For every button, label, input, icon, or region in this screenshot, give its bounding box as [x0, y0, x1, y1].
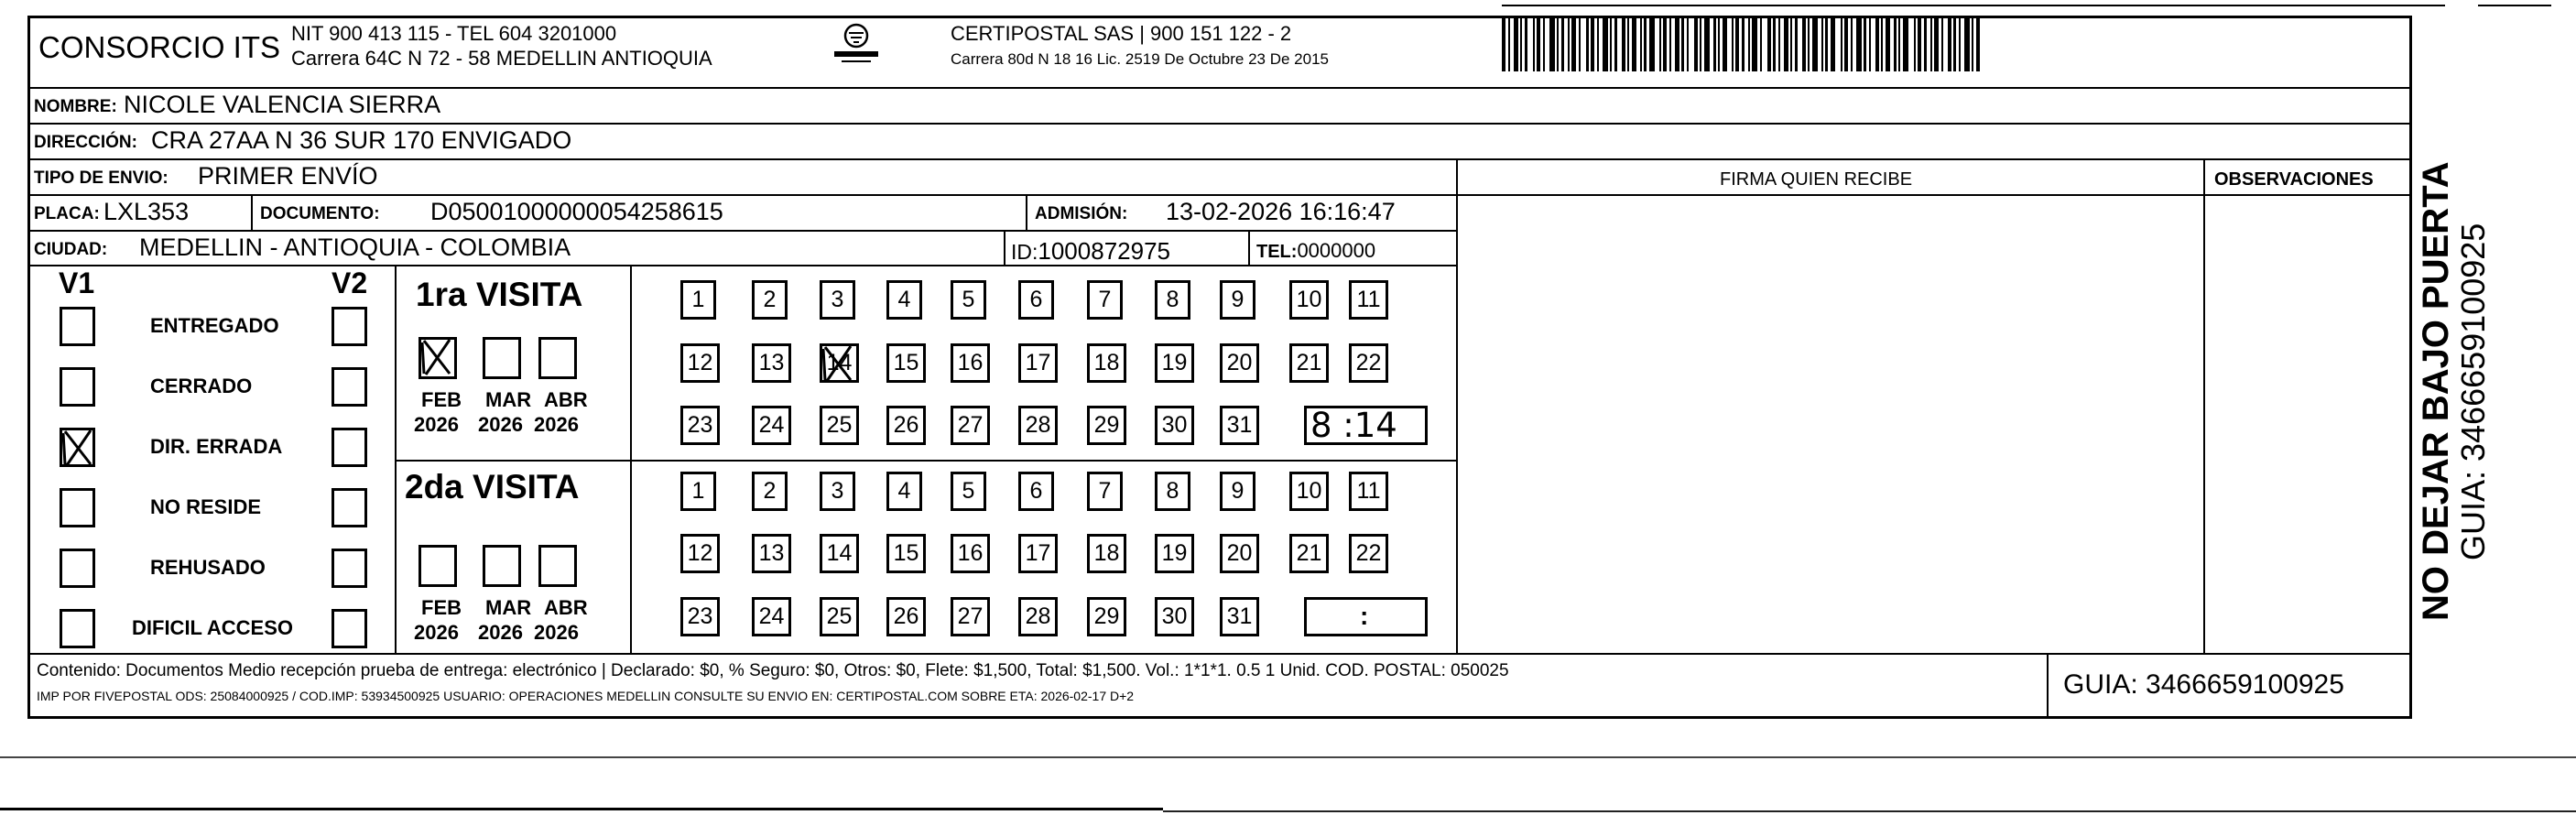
second-visit-month-name: MAR [485, 596, 532, 619]
month-divider-1 [630, 265, 632, 653]
second-visit-day-box[interactable] [752, 597, 791, 636]
barcode [1502, 16, 2225, 71]
observaciones-left-border [2203, 158, 2205, 653]
second-visit-day-box[interactable] [820, 472, 855, 511]
second-visit-day-box[interactable] [1087, 534, 1126, 573]
second-visit-day-number: 20 [1226, 540, 1253, 566]
first-visit-day-box[interactable] [680, 343, 720, 383]
top-rule-left [1502, 5, 2445, 6]
first-visit-month-checkbox-checked[interactable] [418, 337, 457, 379]
direccion-value: CRA 27AA N 36 SUR 170 ENVIGADO [151, 126, 572, 154]
second-visit-day-number: 31 [1226, 603, 1253, 629]
first-visit-day-box[interactable] [1220, 280, 1255, 320]
first-visit-day-box[interactable] [1349, 343, 1388, 383]
second-visit-day-box[interactable] [1220, 534, 1259, 573]
status-option-label: DIFICIL ACCESO [132, 616, 294, 639]
footer-guia: GUIA: 3466659100925 [2063, 669, 2344, 700]
v1-checkbox-checked[interactable] [60, 428, 95, 467]
first-visit-day-number: 27 [957, 412, 984, 438]
tel-divider [1248, 230, 1250, 265]
tipo-envio-label: TIPO DE ENVIO: [34, 168, 168, 188]
first-visit-day-number: 10 [1296, 287, 1322, 312]
first-visit-day-number: 28 [1025, 412, 1051, 438]
first-visit-label: 1ra VISITA [416, 276, 583, 313]
second-visit-day-box[interactable] [1018, 597, 1058, 636]
first-visit-day-box[interactable] [1220, 406, 1259, 445]
first-visit-month-name: ABR [544, 388, 588, 411]
first-visit-day-number: 30 [1161, 412, 1188, 438]
second-visit-time-box[interactable] [1304, 597, 1428, 636]
second-visit-day-box[interactable] [752, 472, 788, 511]
v2-checkbox[interactable] [332, 488, 367, 527]
second-visit-day-number: 15 [893, 540, 919, 566]
ciudad-label: CIUDAD: [34, 240, 108, 259]
v1-checkbox[interactable] [60, 549, 95, 588]
company-name: CONSORCIO ITS [38, 30, 281, 64]
direccion-label: DIRECCIÓN: [34, 133, 137, 152]
second-visit-day-box[interactable] [820, 534, 859, 573]
first-visit-day-box[interactable] [886, 406, 926, 445]
v2-checkbox[interactable] [332, 549, 367, 588]
first-visit-day-number: 25 [826, 412, 853, 438]
second-visit-day-number: 18 [1093, 540, 1120, 566]
first-visit-day-number: 31 [1226, 412, 1253, 438]
second-visit-month-name: FEB [421, 596, 462, 619]
second-visit-day-box[interactable] [1220, 597, 1259, 636]
v1-checkbox[interactable] [60, 488, 95, 527]
second-visit-day-box[interactable] [1018, 534, 1058, 573]
second-visit-day-box[interactable] [1087, 472, 1123, 511]
id-label-text: ID: [1011, 240, 1038, 264]
second-visit-day-box[interactable] [1155, 534, 1194, 573]
first-visit-day-box[interactable] [1087, 343, 1126, 383]
first-visit-day-number: 17 [1025, 350, 1051, 375]
header-rule [27, 87, 2412, 89]
admision-divider [1026, 194, 1027, 230]
documento-label: DOCUMENTO: [260, 204, 380, 223]
second-visit-day-number: 7 [1098, 478, 1112, 504]
second-visit-day-box[interactable] [680, 472, 716, 511]
first-visit-day-box[interactable] [1155, 343, 1194, 383]
first-visit-month-checkbox[interactable] [483, 337, 521, 379]
first-visit-day-box[interactable] [951, 280, 986, 320]
placa-label: PLACA: [34, 204, 100, 223]
first-visit-day-box[interactable] [1087, 280, 1123, 320]
second-visit-day-number: 1 [691, 478, 705, 504]
second-visit-day-number: 29 [1093, 603, 1120, 629]
signature-left-border [1456, 158, 1458, 653]
second-visit-day-number: 21 [1296, 540, 1322, 566]
tel-value: 0000000 [1297, 239, 1376, 262]
second-visit-day-box[interactable] [1155, 597, 1194, 636]
v2-label: V2 [332, 266, 368, 299]
nit-line: NIT 900 413 115 - TEL 604 3201000 [291, 22, 617, 45]
first-visit-day-number: 1 [691, 287, 705, 312]
nombre-label: NOMBRE: [34, 97, 117, 116]
second-visit-month-checkbox[interactable] [538, 545, 577, 587]
second-visit-day-box[interactable] [680, 534, 720, 573]
first-visit-day-box[interactable] [951, 343, 990, 383]
second-visit-month-checkbox[interactable] [418, 545, 457, 587]
first-visit-day-box[interactable] [1289, 280, 1329, 320]
v1-checkbox[interactable] [60, 307, 95, 346]
first-visit-day-number: 26 [893, 412, 919, 438]
second-visit-day-number: 25 [826, 603, 853, 629]
v1-label: V1 [59, 266, 95, 299]
first-visit-month-checkbox[interactable] [538, 337, 577, 379]
ciudad-value: MEDELLIN - ANTIOQUIA - COLOMBIA [139, 234, 571, 261]
first-visit-day-box-checked[interactable] [820, 343, 859, 383]
first-visit-day-number: 7 [1098, 287, 1112, 312]
second-visit-day-number: 3 [831, 478, 844, 504]
second-visit-day-number: 27 [957, 603, 984, 629]
first-visit-day-number: 6 [1029, 287, 1043, 312]
bottom-rule-1 [0, 756, 2576, 758]
courier-name: CERTIPOSTAL SAS | 900 151 122 - 2 [951, 22, 1292, 45]
id-label [1011, 239, 1170, 263]
first-visit-day-number: 2 [763, 287, 777, 312]
side-warning: NO DEJAR BAJO PUERTA [2416, 161, 2456, 621]
second-visit-day-box[interactable] [1289, 472, 1329, 511]
first-visit-day-number: 3 [831, 287, 844, 312]
first-visit-day-number: 23 [687, 412, 713, 438]
first-visit-day-number: 16 [957, 350, 984, 375]
first-visit-day-number: 18 [1093, 350, 1120, 375]
second-visit-day-number: 28 [1025, 603, 1051, 629]
first-visit-month-year: 2026 [534, 413, 579, 436]
footer-imp-line: IMP POR FIVEPOSTAL ODS: 25084000925 / COD.IMP: 53934500925 USUARIO: OPERACIONES MEDELLIN CONSULTE SU ENVIO EN: CERTIPOSTAL.COM SOBRE ETA: 2026-02-17 D+2 [37, 689, 1135, 703]
first-visit-day-number: 24 [758, 412, 785, 438]
first-visit-day-box[interactable] [1289, 343, 1329, 383]
second-visit-day-box[interactable] [820, 597, 859, 636]
tel-label: TEL: [1256, 242, 1298, 262]
second-visit-day-number: 8 [1166, 478, 1179, 504]
status-option-label: CERRADO [150, 375, 253, 397]
first-visit-time: 8 :14 [1310, 406, 1397, 445]
tipo-envio-value: PRIMER ENVÍO [198, 162, 378, 190]
tel-block [1256, 241, 1375, 261]
side-guia: GUIA: 3466659100925 [2454, 223, 2492, 560]
row-rule-1 [27, 123, 2412, 125]
second-visit-day-number: 11 [1356, 478, 1381, 504]
first-visit-day-number: 11 [1356, 287, 1381, 312]
second-visit-month-year: 2026 [414, 621, 459, 644]
visit-divider [395, 460, 1457, 462]
company-address: Carrera 64C N 72 - 58 MEDELLIN ANTIOQUIA [291, 47, 712, 70]
first-visit-day-number: 14 [826, 350, 853, 375]
first-visit-day-number: 9 [1231, 287, 1245, 312]
id-divider [1004, 230, 1005, 265]
first-visit-day-box[interactable] [886, 343, 926, 383]
courier-address: Carrera 80d N 18 16 Lic. 2519 De Octubre 23 De 2015 [951, 50, 1329, 68]
first-visit-day-number: 12 [687, 350, 713, 375]
footer-contenido: Contenido: Documentos Medio recepción prueba de entrega: electrónico | Declarado: $0, % Seguro: $0, Otros: $0, Flete: $1,500, Total: $1,500. Vol.: 1*1*1. 0.5 1 Unid. COD. POSTAL: 050025 [37, 661, 1509, 680]
second-visit-day-number: 17 [1025, 540, 1051, 566]
v1-checkbox[interactable] [60, 609, 95, 648]
second-visit-day-number: 30 [1161, 603, 1188, 629]
second-visit-day-number: 23 [687, 603, 713, 629]
v2-checkbox[interactable] [332, 428, 367, 467]
first-visit-time-box[interactable] [1304, 406, 1428, 445]
second-visit-day-box[interactable] [951, 534, 990, 573]
v2-checkbox[interactable] [332, 367, 367, 407]
second-visit-day-box[interactable] [1220, 472, 1255, 511]
second-visit-day-number: 9 [1231, 478, 1245, 504]
row-rule-3 [27, 194, 1456, 196]
second-visit-time-separator: : [1360, 602, 1369, 630]
first-visit-day-number: 8 [1166, 287, 1179, 312]
second-visit-day-number: 12 [687, 540, 713, 566]
first-visit-day-number: 4 [897, 287, 911, 312]
second-visit-day-box[interactable] [886, 472, 922, 511]
second-visit-month-year: 2026 [478, 621, 523, 644]
second-visit-day-box[interactable] [1018, 472, 1054, 511]
first-visit-day-box[interactable] [1155, 280, 1190, 320]
first-visit-day-box[interactable] [1018, 343, 1058, 383]
first-visit-day-number: 20 [1226, 350, 1253, 375]
second-visit-day-box[interactable] [886, 597, 926, 636]
v2-checkbox[interactable] [332, 609, 367, 648]
first-visit-day-box[interactable] [1349, 280, 1388, 320]
second-visit-day-box[interactable] [1349, 472, 1388, 511]
second-visit-day-number: 6 [1029, 478, 1043, 504]
first-visit-day-box[interactable] [1018, 406, 1058, 445]
second-visit-day-number: 16 [957, 540, 984, 566]
first-visit-day-box[interactable] [752, 280, 788, 320]
second-visit-day-number: 5 [962, 478, 975, 504]
second-visit-day-box[interactable] [1349, 534, 1388, 573]
second-visit-day-box[interactable] [1289, 534, 1329, 573]
second-visit-day-box[interactable] [1087, 597, 1126, 636]
footer-rule [27, 653, 2412, 655]
first-visit-day-number: 22 [1355, 350, 1382, 375]
first-visit-month-year: 2026 [478, 413, 523, 436]
status-divider [395, 265, 397, 653]
first-visit-day-box[interactable] [886, 280, 922, 320]
second-visit-day-box[interactable] [680, 597, 720, 636]
first-visit-day-box[interactable] [1087, 406, 1126, 445]
second-visit-day-box[interactable] [752, 534, 791, 573]
second-visit-day-number: 4 [897, 478, 911, 504]
first-visit-day-number: 29 [1093, 412, 1120, 438]
second-visit-day-number: 24 [758, 603, 785, 629]
second-visit-day-number: 2 [763, 478, 777, 504]
first-visit-month-name: FEB [421, 388, 462, 411]
second-visit-month-name: ABR [544, 596, 588, 619]
placa-value: LXL353 [103, 198, 190, 225]
second-visit-day-box[interactable] [951, 472, 986, 511]
second-visit-month-checkbox[interactable] [483, 545, 521, 587]
admision-label: ADMISIÓN: [1035, 204, 1128, 223]
documento-value: D05001000000054258615 [430, 198, 723, 225]
first-visit-day-box[interactable] [680, 406, 720, 445]
second-visit-label: 2da VISITA [405, 468, 580, 505]
first-visit-day-number: 15 [893, 350, 919, 375]
second-visit-day-box[interactable] [1155, 472, 1190, 511]
row-rule-5 [27, 265, 1456, 266]
second-visit-day-number: 13 [758, 540, 785, 566]
first-visit-day-box[interactable] [951, 406, 990, 445]
v2-checkbox[interactable] [332, 307, 367, 346]
first-visit-day-number: 19 [1161, 350, 1188, 375]
bottom-rule-3 [1163, 810, 2576, 812]
footer-guia-divider [2047, 653, 2049, 719]
first-visit-day-box[interactable] [752, 406, 791, 445]
status-option-label: ENTREGADO [150, 314, 279, 337]
first-visit-day-number: 5 [962, 287, 975, 312]
admision-value: 13-02-2026 16:16:47 [1166, 198, 1396, 225]
observaciones-label: OBSERVACIONES [2214, 169, 2374, 190]
row-rule-4 [27, 230, 1456, 232]
second-visit-day-number: 26 [893, 603, 919, 629]
first-visit-day-number: 13 [758, 350, 785, 375]
certipostal-logo [829, 22, 884, 68]
first-visit-day-box[interactable] [820, 280, 855, 320]
second-visit-day-box[interactable] [886, 534, 926, 573]
second-visit-day-number: 22 [1355, 540, 1382, 566]
first-visit-day-box[interactable] [1220, 343, 1259, 383]
v1-checkbox[interactable] [60, 367, 95, 407]
row-rule-2 [27, 158, 2412, 160]
first-visit-month-year: 2026 [414, 413, 459, 436]
second-visit-day-box[interactable] [951, 597, 990, 636]
first-visit-day-number: 21 [1296, 350, 1322, 375]
first-visit-day-box[interactable] [1018, 280, 1054, 320]
nombre-value: NICOLE VALENCIA SIERRA [124, 91, 441, 118]
first-visit-day-box[interactable] [820, 406, 859, 445]
status-option-label: NO RESIDE [150, 495, 262, 518]
bottom-rule-2 [0, 808, 1163, 810]
second-visit-day-number: 19 [1161, 540, 1188, 566]
second-visit-month-year: 2026 [534, 621, 579, 644]
second-visit-day-number: 14 [826, 540, 853, 566]
status-option-label: DIR. ERRADA [150, 435, 283, 458]
first-visit-month-name: MAR [485, 388, 532, 411]
first-visit-day-box[interactable] [680, 280, 716, 320]
first-visit-day-box[interactable] [1155, 406, 1194, 445]
id-value: 1000872975 [1038, 237, 1170, 265]
placa-divider [251, 194, 253, 230]
top-rule-right [2478, 5, 2551, 6]
signature-header-rule [1456, 194, 2412, 196]
first-visit-day-box[interactable] [752, 343, 791, 383]
second-visit-day-number: 10 [1296, 478, 1322, 504]
status-option-label: REHUSADO [150, 556, 266, 579]
firma-label: FIRMA QUIEN RECIBE [1720, 169, 1913, 190]
